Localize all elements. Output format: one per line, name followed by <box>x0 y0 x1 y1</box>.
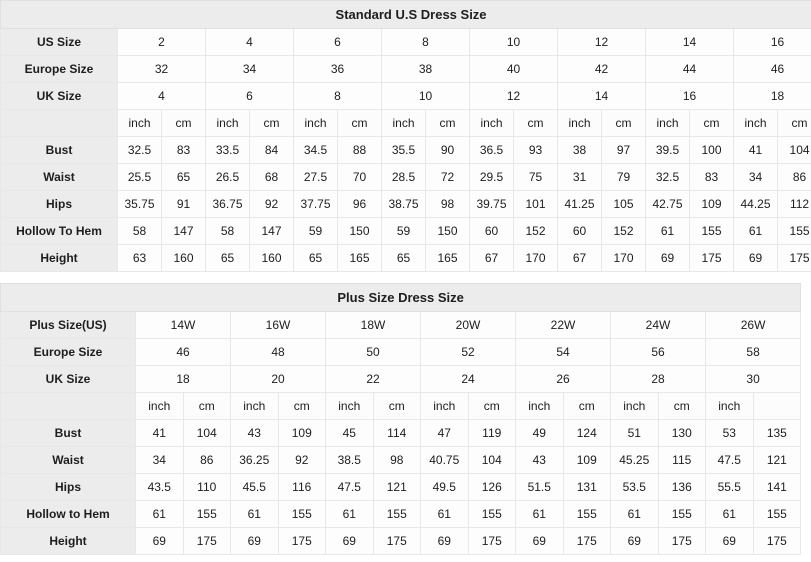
measure-value-cell: 170 <box>602 245 646 272</box>
measure-value-cell: 152 <box>602 218 646 245</box>
measure-value-cell: 36.75 <box>206 191 250 218</box>
measure-value-cell: 34.5 <box>294 137 338 164</box>
measure-value-cell: 47 <box>421 420 469 447</box>
measure-value-cell: 61 <box>421 501 469 528</box>
measure-value-cell: 61 <box>136 501 184 528</box>
size-value-cell: 22 <box>326 366 421 393</box>
size-value-cell: 4 <box>118 83 206 110</box>
measure-value-cell: 116 <box>278 474 326 501</box>
measure-value-cell: 147 <box>162 218 206 245</box>
measure-value-cell: 135 <box>753 420 801 447</box>
size-value-cell: 24 <box>421 366 516 393</box>
size-value-cell: 26 <box>516 366 611 393</box>
size-value-cell: 14W <box>136 312 231 339</box>
measure-value-cell: 60 <box>470 218 514 245</box>
measure-value-cell: 61 <box>516 501 564 528</box>
row-label <box>1 110 118 137</box>
measure-value-cell: 61 <box>646 218 690 245</box>
table-title: Plus Size Dress Size <box>1 284 801 312</box>
row-label <box>1 393 136 420</box>
unit-cell: cm <box>690 110 734 137</box>
size-value-cell: 36 <box>294 56 382 83</box>
size-header-row <box>1 83 811 110</box>
measure-value-cell: 45.25 <box>611 447 659 474</box>
measure-value-cell: 130 <box>658 420 706 447</box>
unit-cell: inch <box>611 393 659 420</box>
measure-value-cell: 32.5 <box>118 137 162 164</box>
row-label: Hips <box>1 191 118 218</box>
measure-value-cell: 155 <box>468 501 516 528</box>
unit-cell: cm <box>468 393 516 420</box>
measure-value-cell: 165 <box>426 245 470 272</box>
unit-cell: inch <box>294 110 338 137</box>
size-value-cell: 34 <box>206 56 294 83</box>
measurement-row <box>1 528 801 555</box>
size-value-cell: 28 <box>611 366 706 393</box>
measure-value-cell: 121 <box>753 447 801 474</box>
unit-cell: cm <box>563 393 611 420</box>
unit-cell: inch <box>470 110 514 137</box>
measure-value-cell: 41 <box>136 420 184 447</box>
plus-size-dress-size-table <box>0 283 801 555</box>
measurement-row <box>1 501 801 528</box>
row-label: Hollow To Hem <box>1 218 118 245</box>
measure-value-cell: 41.25 <box>558 191 602 218</box>
size-value-cell: 2 <box>118 29 206 56</box>
measure-value-cell: 155 <box>278 501 326 528</box>
measure-value-cell: 65 <box>206 245 250 272</box>
measure-value-cell: 27.5 <box>294 164 338 191</box>
measure-value-cell: 69 <box>231 528 279 555</box>
measure-value-cell: 83 <box>690 164 734 191</box>
measure-value-cell: 29.5 <box>470 164 514 191</box>
row-label: UK Size <box>1 366 136 393</box>
measure-value-cell: 59 <box>382 218 426 245</box>
size-value-cell: 50 <box>326 339 421 366</box>
measure-value-cell: 115 <box>658 447 706 474</box>
measure-value-cell: 83 <box>162 137 206 164</box>
size-value-cell: 4 <box>206 29 294 56</box>
measure-value-cell: 43.5 <box>136 474 184 501</box>
size-value-cell: 26W <box>706 312 801 339</box>
measure-value-cell: 98 <box>373 447 421 474</box>
measure-value-cell: 175 <box>563 528 611 555</box>
size-value-cell: 18 <box>136 366 231 393</box>
unit-cell <box>753 393 801 420</box>
measure-value-cell: 69 <box>421 528 469 555</box>
size-value-cell: 10 <box>470 29 558 56</box>
size-value-cell: 8 <box>294 83 382 110</box>
size-value-cell: 32 <box>118 56 206 83</box>
measure-value-cell: 43 <box>516 447 564 474</box>
row-label: Bust <box>1 137 118 164</box>
measure-value-cell: 39.5 <box>646 137 690 164</box>
measure-value-cell: 121 <box>373 474 421 501</box>
unit-cell: inch <box>558 110 602 137</box>
measure-value-cell: 105 <box>602 191 646 218</box>
unit-cell: inch <box>706 393 754 420</box>
size-header-row <box>1 366 801 393</box>
size-value-cell: 38 <box>382 56 470 83</box>
measure-value-cell: 86 <box>778 164 811 191</box>
measure-value-cell: 49 <box>516 420 564 447</box>
size-value-cell: 18 <box>734 83 811 110</box>
measure-value-cell: 69 <box>326 528 374 555</box>
row-label: Plus Size(US) <box>1 312 136 339</box>
measure-value-cell: 110 <box>183 474 231 501</box>
measure-value-cell: 61 <box>611 501 659 528</box>
measure-value-cell: 75 <box>514 164 558 191</box>
size-value-cell: 48 <box>231 339 326 366</box>
measure-value-cell: 32.5 <box>646 164 690 191</box>
measure-value-cell: 40.75 <box>421 447 469 474</box>
measure-value-cell: 98 <box>426 191 470 218</box>
unit-cell: cm <box>183 393 231 420</box>
measure-value-cell: 47.5 <box>326 474 374 501</box>
measure-value-cell: 42.75 <box>646 191 690 218</box>
measure-value-cell: 69 <box>734 245 778 272</box>
measure-value-cell: 39.75 <box>470 191 514 218</box>
measure-value-cell: 61 <box>734 218 778 245</box>
measure-value-cell: 58 <box>118 218 162 245</box>
measure-value-cell: 38.5 <box>326 447 374 474</box>
measure-value-cell: 160 <box>162 245 206 272</box>
measurement-row <box>1 474 801 501</box>
measurement-row <box>1 164 811 191</box>
measure-value-cell: 150 <box>426 218 470 245</box>
row-label: Waist <box>1 447 136 474</box>
unit-cell: cm <box>602 110 646 137</box>
measure-value-cell: 100 <box>690 137 734 164</box>
unit-cell: inch <box>118 110 162 137</box>
unit-cell: cm <box>778 110 811 137</box>
measure-value-cell: 155 <box>778 218 811 245</box>
measure-value-cell: 97 <box>602 137 646 164</box>
unit-row <box>1 110 811 137</box>
measure-value-cell: 60 <box>558 218 602 245</box>
measure-value-cell: 65 <box>294 245 338 272</box>
measure-value-cell: 65 <box>382 245 426 272</box>
size-value-cell: 46 <box>136 339 231 366</box>
measure-value-cell: 69 <box>611 528 659 555</box>
measure-value-cell: 175 <box>690 245 734 272</box>
measure-value-cell: 175 <box>278 528 326 555</box>
measurement-row <box>1 245 811 272</box>
measure-value-cell: 61 <box>231 501 279 528</box>
measure-value-cell: 34 <box>734 164 778 191</box>
unit-cell: cm <box>373 393 421 420</box>
measure-value-cell: 175 <box>373 528 421 555</box>
size-value-cell: 14 <box>646 29 734 56</box>
measure-value-cell: 58 <box>206 218 250 245</box>
size-value-cell: 10 <box>382 83 470 110</box>
measurement-row <box>1 191 811 218</box>
measure-value-cell: 34 <box>136 447 184 474</box>
size-value-cell: 6 <box>294 29 382 56</box>
unit-cell: cm <box>250 110 294 137</box>
row-label: Height <box>1 528 136 555</box>
measure-value-cell: 36.5 <box>470 137 514 164</box>
measure-value-cell: 36.25 <box>231 447 279 474</box>
size-value-cell: 12 <box>558 29 646 56</box>
size-value-cell: 18W <box>326 312 421 339</box>
measure-value-cell: 55.5 <box>706 474 754 501</box>
measure-value-cell: 91 <box>162 191 206 218</box>
unit-cell: inch <box>382 110 426 137</box>
measure-value-cell: 126 <box>468 474 516 501</box>
measurement-row <box>1 420 801 447</box>
measure-value-cell: 35.5 <box>382 137 426 164</box>
size-value-cell: 54 <box>516 339 611 366</box>
measure-value-cell: 90 <box>426 137 470 164</box>
size-value-cell: 46 <box>734 56 811 83</box>
unit-cell: cm <box>426 110 470 137</box>
measure-value-cell: 63 <box>118 245 162 272</box>
measure-value-cell: 160 <box>250 245 294 272</box>
size-value-cell: 24W <box>611 312 706 339</box>
unit-cell: cm <box>162 110 206 137</box>
row-label: US Size <box>1 29 118 56</box>
measure-value-cell: 49.5 <box>421 474 469 501</box>
size-value-cell: 20 <box>231 366 326 393</box>
measure-value-cell: 43 <box>231 420 279 447</box>
measure-value-cell: 69 <box>706 528 754 555</box>
size-header-row <box>1 29 811 56</box>
unit-cell: inch <box>136 393 184 420</box>
size-value-cell: 56 <box>611 339 706 366</box>
size-value-cell: 16 <box>734 29 811 56</box>
row-label: UK Size <box>1 83 118 110</box>
measure-value-cell: 114 <box>373 420 421 447</box>
size-value-cell: 14 <box>558 83 646 110</box>
measure-value-cell: 92 <box>278 447 326 474</box>
measure-value-cell: 86 <box>183 447 231 474</box>
unit-cell: cm <box>278 393 326 420</box>
size-value-cell: 16 <box>646 83 734 110</box>
row-label: Hips <box>1 474 136 501</box>
measure-value-cell: 119 <box>468 420 516 447</box>
measure-value-cell: 59 <box>294 218 338 245</box>
size-value-cell: 22W <box>516 312 611 339</box>
measure-value-cell: 104 <box>778 137 811 164</box>
measure-value-cell: 155 <box>753 501 801 528</box>
measure-value-cell: 109 <box>278 420 326 447</box>
unit-cell: cm <box>514 110 558 137</box>
measure-value-cell: 175 <box>778 245 811 272</box>
measure-value-cell: 112 <box>778 191 811 218</box>
measure-value-cell: 96 <box>338 191 382 218</box>
measure-value-cell: 175 <box>658 528 706 555</box>
measure-value-cell: 79 <box>602 164 646 191</box>
measure-value-cell: 155 <box>373 501 421 528</box>
measure-value-cell: 155 <box>658 501 706 528</box>
row-label: Europe Size <box>1 339 136 366</box>
unit-cell: inch <box>646 110 690 137</box>
measure-value-cell: 51.5 <box>516 474 564 501</box>
row-label: Waist <box>1 164 118 191</box>
measure-value-cell: 67 <box>470 245 514 272</box>
size-value-cell: 52 <box>421 339 516 366</box>
measure-value-cell: 25.5 <box>118 164 162 191</box>
row-label: Height <box>1 245 118 272</box>
measure-value-cell: 131 <box>563 474 611 501</box>
size-value-cell: 6 <box>206 83 294 110</box>
measure-value-cell: 41 <box>734 137 778 164</box>
measure-value-cell: 61 <box>706 501 754 528</box>
measure-value-cell: 38.75 <box>382 191 426 218</box>
unit-cell: inch <box>516 393 564 420</box>
measure-value-cell: 70 <box>338 164 382 191</box>
measure-value-cell: 175 <box>183 528 231 555</box>
row-label: Bust <box>1 420 136 447</box>
measure-value-cell: 69 <box>516 528 564 555</box>
unit-cell: inch <box>326 393 374 420</box>
size-value-cell: 42 <box>558 56 646 83</box>
measure-value-cell: 109 <box>563 447 611 474</box>
size-header-row <box>1 312 801 339</box>
size-value-cell: 44 <box>646 56 734 83</box>
size-header-row <box>1 56 811 83</box>
measure-value-cell: 61 <box>326 501 374 528</box>
measure-value-cell: 38 <box>558 137 602 164</box>
measure-value-cell: 88 <box>338 137 382 164</box>
measure-value-cell: 124 <box>563 420 611 447</box>
measure-value-cell: 47.5 <box>706 447 754 474</box>
measure-value-cell: 165 <box>338 245 382 272</box>
measure-value-cell: 69 <box>646 245 690 272</box>
standard-us-dress-size-table <box>0 0 811 272</box>
measure-value-cell: 175 <box>753 528 801 555</box>
measure-value-cell: 109 <box>690 191 734 218</box>
measure-value-cell: 93 <box>514 137 558 164</box>
measure-value-cell: 104 <box>468 447 516 474</box>
size-header-row <box>1 339 801 366</box>
measure-value-cell: 35.75 <box>118 191 162 218</box>
measure-value-cell: 53.5 <box>611 474 659 501</box>
measure-value-cell: 45 <box>326 420 374 447</box>
unit-cell: inch <box>206 110 250 137</box>
size-value-cell: 12 <box>470 83 558 110</box>
size-value-cell: 40 <box>470 56 558 83</box>
measurement-row <box>1 447 801 474</box>
measure-value-cell: 69 <box>136 528 184 555</box>
size-value-cell: 8 <box>382 29 470 56</box>
size-value-cell: 20W <box>421 312 516 339</box>
row-label: Europe Size <box>1 56 118 83</box>
measure-value-cell: 31 <box>558 164 602 191</box>
measure-value-cell: 37.75 <box>294 191 338 218</box>
measure-value-cell: 72 <box>426 164 470 191</box>
measure-value-cell: 53 <box>706 420 754 447</box>
measurement-row <box>1 218 811 245</box>
measure-value-cell: 33.5 <box>206 137 250 164</box>
table-title: Standard U.S Dress Size <box>1 1 811 29</box>
unit-cell: cm <box>338 110 382 137</box>
measure-value-cell: 51 <box>611 420 659 447</box>
measure-value-cell: 67 <box>558 245 602 272</box>
unit-cell: inch <box>231 393 279 420</box>
measure-value-cell: 150 <box>338 218 382 245</box>
measure-value-cell: 45.5 <box>231 474 279 501</box>
standard-us-size-table-region <box>0 0 811 273</box>
measure-value-cell: 101 <box>514 191 558 218</box>
measure-value-cell: 44.25 <box>734 191 778 218</box>
unit-cell: inch <box>734 110 778 137</box>
measure-value-cell: 147 <box>250 218 294 245</box>
measure-value-cell: 26.5 <box>206 164 250 191</box>
measurement-row <box>1 137 811 164</box>
row-label: Hollow to Hem <box>1 501 136 528</box>
measure-value-cell: 65 <box>162 164 206 191</box>
unit-cell: cm <box>658 393 706 420</box>
measure-value-cell: 84 <box>250 137 294 164</box>
measure-value-cell: 68 <box>250 164 294 191</box>
measure-value-cell: 104 <box>183 420 231 447</box>
measure-value-cell: 28.5 <box>382 164 426 191</box>
measure-value-cell: 175 <box>468 528 516 555</box>
unit-row <box>1 393 801 420</box>
unit-cell: inch <box>421 393 469 420</box>
measure-value-cell: 155 <box>563 501 611 528</box>
size-value-cell: 58 <box>706 339 801 366</box>
plus-size-table-region <box>0 283 801 556</box>
measure-value-cell: 170 <box>514 245 558 272</box>
measure-value-cell: 92 <box>250 191 294 218</box>
size-value-cell: 30 <box>706 366 801 393</box>
measure-value-cell: 136 <box>658 474 706 501</box>
measure-value-cell: 152 <box>514 218 558 245</box>
measure-value-cell: 155 <box>690 218 734 245</box>
size-value-cell: 16W <box>231 312 326 339</box>
measure-value-cell: 155 <box>183 501 231 528</box>
measure-value-cell: 141 <box>753 474 801 501</box>
